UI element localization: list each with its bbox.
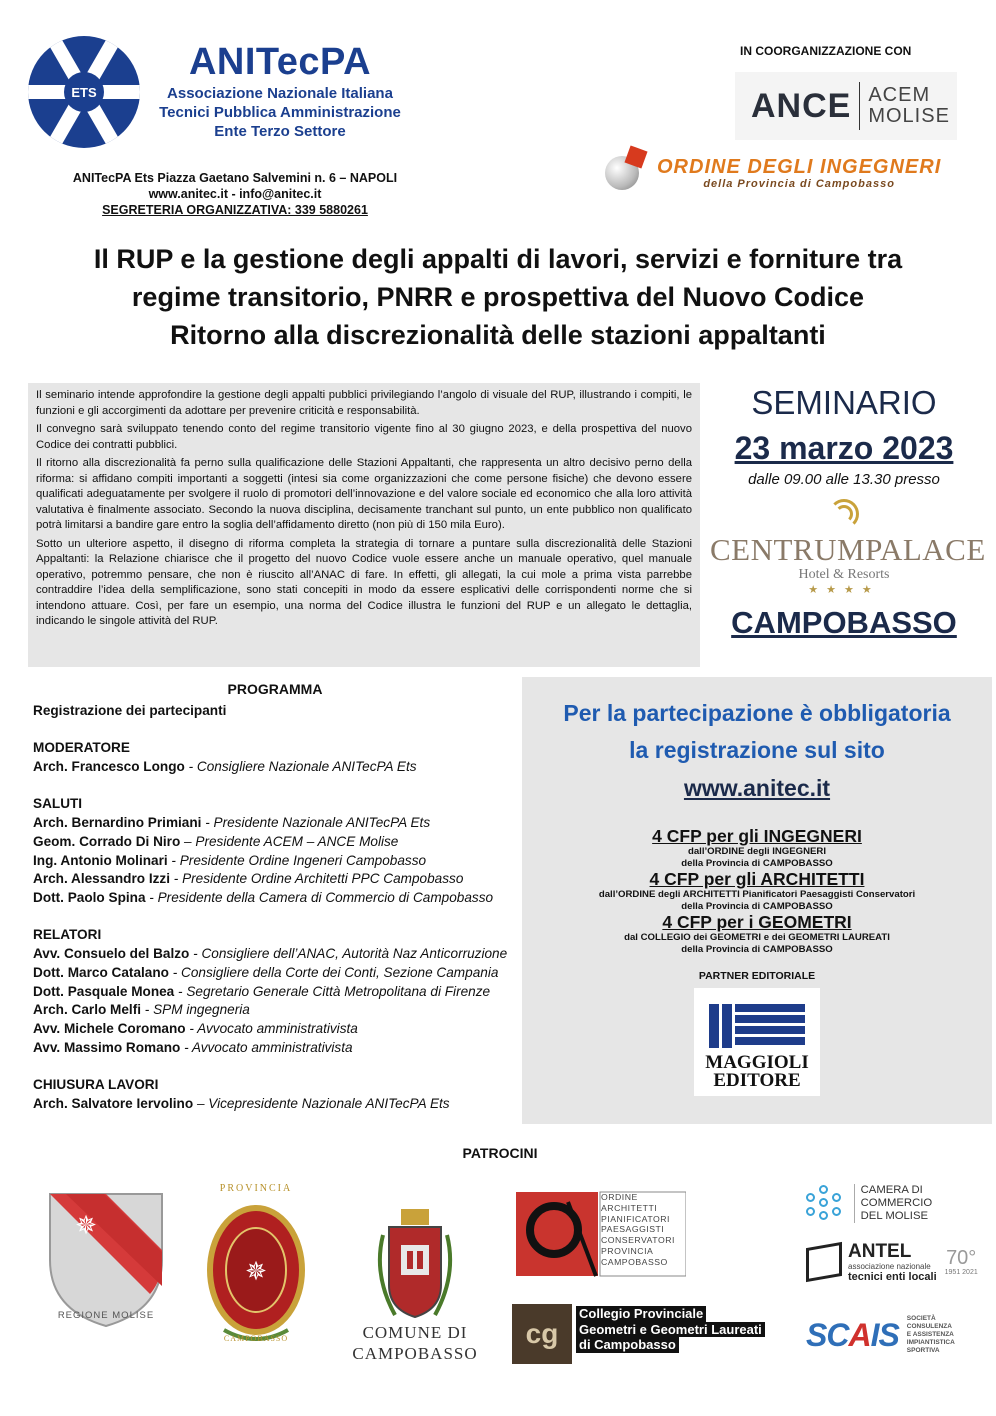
intro-box <box>28 383 700 667</box>
provincia-top-label: PROVINCIA <box>219 1183 293 1194</box>
antel-sub: associazione nazionale <box>848 1261 931 1271</box>
registration-line: la registrazione sul sito <box>629 737 885 763</box>
collegio-mark-icon: cg <box>512 1304 572 1364</box>
coorganization-label: IN COORGANIZZAZIONE CON <box>740 44 912 58</box>
venue-name: CENTRUMPALACE <box>710 532 986 567</box>
brand-block <box>150 40 410 141</box>
cfp-title: 4 CFP per gli INGEGNERI <box>652 826 862 846</box>
program-entry: Dott. Pasquale Monea - Segretario Generale Città Metropolitana di Firenze <box>33 983 491 999</box>
patronages-heading: PATROCINI <box>462 1145 538 1161</box>
seminar-label: SEMINARIO <box>751 384 937 421</box>
address-block <box>0 170 470 218</box>
antel-anniversary: 70° <box>946 1247 977 1269</box>
cfp-sub: della Provincia di CAMPOBASSO <box>681 944 833 955</box>
architetti-line: PROVINCIA <box>601 1245 654 1256</box>
regione-molise-shield-icon <box>46 1190 166 1330</box>
secretariat: SEGRETERIA ORGANIZZATIVA: 339 5880261 <box>102 203 368 217</box>
program-registration: Registrazione dei partecipanti <box>33 703 227 718</box>
page-title <box>20 240 976 354</box>
logo-badge: ETS <box>64 72 104 112</box>
closing-heading: CHIUSURA LAVORI <box>33 1077 159 1092</box>
intro-paragraph: Il seminario intende approfondire la gestione degli appalti pubblici privilegiando l’angolo di visuale del RUP, illustrando i compiti, le funzioni e gli accorgimenti da adottare per prevenire criticità e responsabilità. <box>36 389 692 417</box>
registration-link[interactable]: www.anitec.it <box>683 775 831 801</box>
architetti-line: PIANIFICATORI <box>601 1213 670 1224</box>
camera-line: DEL MOLISE <box>860 1209 929 1222</box>
cfp-sub: dall’ORDINE degli INGEGNERI <box>687 846 827 857</box>
seminar-time: dalle 09.00 alle 13.30 presso <box>748 471 940 488</box>
brand-line: Tecnici Pubblica Amministrazione <box>159 104 401 121</box>
collegio-geometri-logo <box>512 1304 784 1364</box>
seminar-box <box>710 383 986 643</box>
venue-subtitle: Hotel & Resorts <box>798 567 890 582</box>
antel-cube-icon <box>806 1242 842 1282</box>
comune-label-line: COMUNE DI <box>362 1323 468 1342</box>
comune-label <box>345 1322 485 1364</box>
brand-line: Associazione Nazionale Italiana <box>167 85 393 102</box>
architetti-line: CONSERVATORI <box>601 1235 675 1246</box>
architetti-text <box>601 1192 685 1268</box>
camera-commercio-logo <box>806 1185 996 1221</box>
partner-name: MAGGIOLI <box>705 1052 809 1073</box>
architetti-line: PAESAGGISTI <box>601 1224 665 1235</box>
brand-name: ANITecPA <box>188 41 372 83</box>
partner-label: PARTNER EDITORIALE <box>698 970 816 982</box>
greetings-heading: SALUTI <box>33 796 83 812</box>
maggioli-mark-icon <box>709 1004 805 1048</box>
program-entry: Arch. Bernardino Primiani - Presidente Nazionale ANITecPA Ets <box>33 815 431 831</box>
program-entry: Arch. Francesco Longo - Consigliere Nazionale ANITecPA Ets <box>33 759 417 775</box>
scais-logo <box>806 1305 986 1365</box>
brand-line: Ente Terzo Settore <box>214 123 346 140</box>
program-entry: Dott. Paolo Spina - Presidente della Camera di Commercio di Campobasso <box>33 890 494 905</box>
program-entry: Geom. Corrado Di Niro – Presidente ACEM – ANCE Molise <box>33 833 399 849</box>
cfp-sub: della Provincia di CAMPOBASSO <box>681 858 833 869</box>
moderator-heading: MODERATORE <box>33 740 130 756</box>
program-list <box>33 702 523 1113</box>
program-entry: Avv. Massimo Romano - Avvocato amministrativista <box>33 1039 353 1055</box>
cfp-title: 4 CFP per gli ARCHITETTI <box>649 869 865 889</box>
cfp-sub: dal COLLEGIO dei GEOMETRI e dei GEOMETRI LAUREATI <box>624 932 890 943</box>
provincia-bottom-label: CAMPOBASSO <box>223 1334 289 1343</box>
registration-line: Per la partecipazione è obbligatoria <box>563 700 951 726</box>
intro-paragraph: Il ritorno alla discrezionalità fa perno sulla qualificazione delle Stazioni Appaltanti, che rappresenta un altro decisivo perno della riforma: si affidano compiti importanti a soggetti (intesi sia come organizzazioni che come persone fisiche) che devono essere qualificati adeguatamente per svolgere il ruolo di promotori dell’innovazione e del valore sociale ed economico che alla loro attività valutativa è finalmente associato. Secondo la nuova disciplina, decisamente tranchant sul punto, un ente pubblico non qualificato potrà limitarsi a bandire gare entro la soglia dell’affidamento diretto (non più di 150 mila Euro). <box>36 457 692 531</box>
architetti-line: CAMPOBASSO <box>601 1256 668 1267</box>
camera-line: CAMERA DI COMMERCIO <box>860 1183 933 1209</box>
camera-dots-icon <box>806 1185 842 1221</box>
program-entry: Arch. Salvatore Iervolino – Vicepresidente Nazionale ANITecPA Ets <box>33 1095 450 1111</box>
program-entry: Arch. Carlo Melfi - SPM ingegneria <box>33 1002 250 1018</box>
antel-name: ANTEL <box>848 1240 912 1262</box>
ordine-logo-title: ORDINE DEGLI INGEGNERI <box>657 155 942 178</box>
intro-paragraph: Sotto un ulteriore aspetto, il disegno di riforma completa la strategia di tornare a puntare sulla discrezionalità delle Stazioni Appaltanti: la Relazione chiarisce che il progetto del nuovo Codice vuole essere anche un manuale operativo, quel manuale operativo, potremmo pensare, che non è riuscito all’ANAC di fare. In effetti, gli allegati, la cui mole a prima vista parrebbe contraddire l’idea della semplificazione, sono stati concepiti in modo da essere esplicativi delle corrispondenti norme che si intendono attuare. Così, per fare un esempio, una norma del Codice illustra le funzioni del RUP e un allegato le dettaglia, indicando le singole attività del RUP. <box>36 537 692 627</box>
seminar-date: 23 marzo 2023 <box>734 430 954 466</box>
program-heading: PROGRAMMA <box>227 681 323 697</box>
scais-line: CONSULENZA <box>906 1323 952 1330</box>
ance-logo <box>735 72 957 140</box>
collegio-line: Geometri e Geometri Laureati <box>576 1322 765 1338</box>
venue-stars: ★★★★ <box>808 584 880 596</box>
collegio-line: di Campobasso <box>576 1337 679 1353</box>
comune-label-line: CAMPOBASSO <box>352 1344 478 1363</box>
scais-line: E ASSISTENZA <box>906 1331 954 1338</box>
ordine-ball-icon <box>605 156 639 190</box>
program-entry: Arch. Alessandro Izzi - Presidente Ordine Architetti PPC Campobasso <box>33 871 464 887</box>
provincia-crest-icon <box>200 1180 312 1350</box>
cfp-sub: dall’ORDINE degli ARCHITETTI Pianificatori Paesaggisti Conservatori <box>598 889 916 900</box>
ordine-ingegneri-logo <box>605 145 955 200</box>
ance-logo-main: ANCE <box>751 86 852 125</box>
title-line: regime transitorio, PNRR e prospettiva del Nuovo Codice <box>131 282 865 312</box>
svg-text:✵: ✵ <box>75 1211 97 1241</box>
scais-line: SPORTIVA <box>906 1347 940 1354</box>
regione-label: REGIONE MOLISE <box>57 1310 155 1321</box>
title-line: Il RUP e la gestione degli appalti di lavori, servizi e forniture tra <box>93 244 903 274</box>
architetti-line: ARCHITETTI <box>601 1202 658 1213</box>
program-entry: Avv. Consuelo del Balzo - Consigliere dell’ANAC, Autorità Naz Anticorruzione <box>33 946 508 962</box>
scais-line: SOCIETÀ <box>906 1315 936 1322</box>
anitecpa-logo-icon <box>28 36 140 148</box>
antel-sub2: tecnici enti locali <box>848 1270 937 1283</box>
collegio-line: Collegio Provinciale <box>576 1306 706 1322</box>
program-entry: Dott. Marco Catalano - Consigliere della Corte dei Conti, Sezione Campania <box>33 964 499 980</box>
ance-logo-side: MOLISE <box>868 105 950 127</box>
address: ANITecPA Ets Piazza Gaetano Salvemini n. 6 – NAPOLI <box>72 171 398 185</box>
scais-line: IMPIANTISTICA <box>906 1339 955 1346</box>
architetti-line: ORDINE <box>601 1192 638 1202</box>
cfp-sub: della Provincia di CAMPOBASSO <box>681 901 833 912</box>
antel-logo <box>806 1238 992 1286</box>
svg-text:✵: ✵ <box>245 1257 267 1287</box>
program-entry: Ing. Antonio Molinari - Presidente Ordine Ingeneri Campobasso <box>33 852 427 868</box>
contacts[interactable]: www.anitec.it - info@anitec.it <box>148 187 322 201</box>
cfp-title: 4 CFP per i GEOMETRI <box>662 912 852 932</box>
seminar-city: CAMPOBASSO <box>731 605 957 640</box>
partner-name: EDITORE <box>713 1070 801 1091</box>
speakers-heading: RELATORI <box>33 927 102 943</box>
maggioli-logo <box>694 988 820 1096</box>
ance-logo-side: ACEM <box>868 84 931 106</box>
registration-box <box>522 677 992 1124</box>
program-entry: Avv. Michele Coromano - Avvocato amministrativista <box>33 1020 358 1036</box>
ordine-logo-subtitle: della Provincia di Campobasso <box>703 177 895 190</box>
antel-years: 1951 2021 <box>944 1269 978 1276</box>
title-line: Ritorno alla discrezionalità delle stazioni appaltanti <box>170 320 826 350</box>
intro-paragraph: Il convegno sarà sviluppato tenendo conto del regime transitorio vigente fino al 30 giugno 2023, e della prospettiva del nuovo Codice dei contratti pubblici. <box>36 423 692 451</box>
scais-wordmark-icon: SCAIS <box>806 1316 899 1353</box>
venue-logo-icon <box>829 499 859 529</box>
